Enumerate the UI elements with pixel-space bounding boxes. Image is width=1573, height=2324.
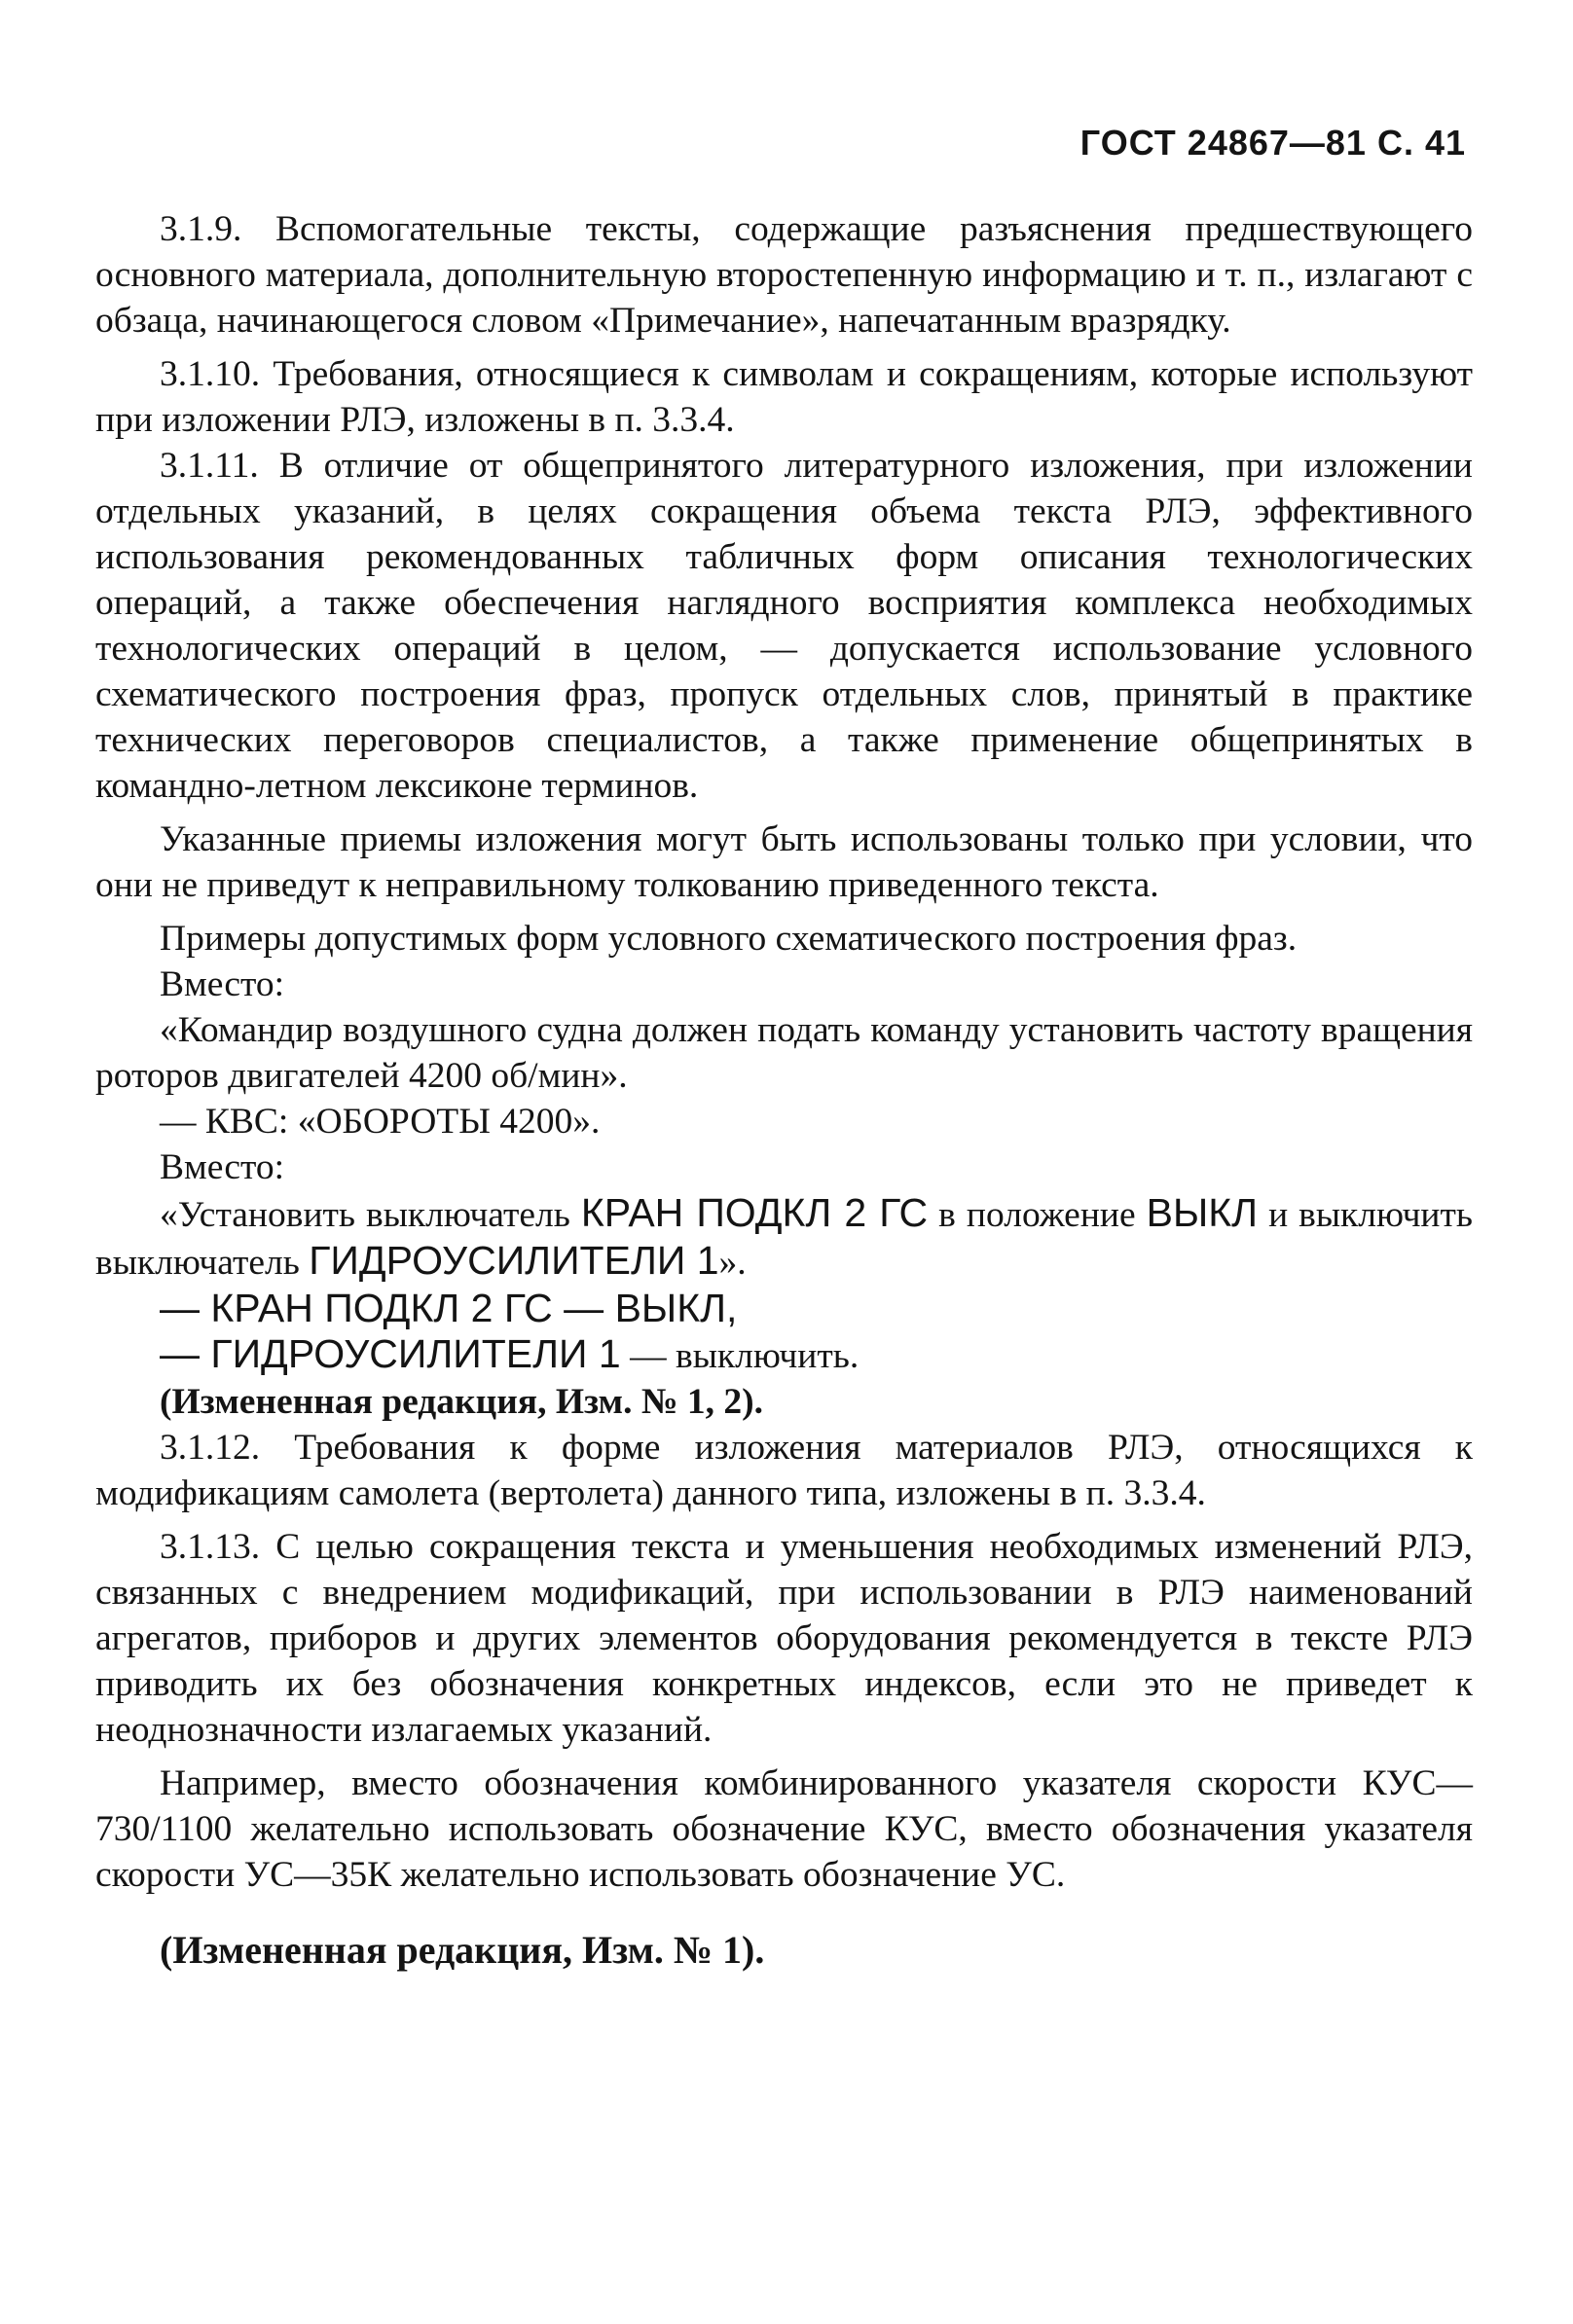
paragraph-examples-intro: Примеры допустимых форм условного схематического построения фраз. xyxy=(160,919,1298,959)
amendment-note-1: (Измененная редакция, Изм. № 1, 2). xyxy=(160,1382,764,1422)
example-2-quote-part: и выключить выключатель xyxy=(95,1195,1473,1283)
document-body xyxy=(95,206,1473,1973)
paragraph-3-1-11: 3.1.11. В отличие от общепринятого литературного изложения, при изложении отдельных указаний, в целях сокращения объема текста РЛЭ, эффективного использования рекомендованных табличных форм описания технологических операций, а также обеспечения наглядного восприятия комплекса необходимых технологических операций в целом, — допускается использование условного схематического построения фраз, пропуск отдельных слов, принятый в практике технических переговоров специалистов, а также применение общепринятых в командно-летном лексиконе терминов. xyxy=(95,446,1473,806)
paragraph-3-1-13: 3.1.13. С целью сокращения текста и уменьшения необходимых изменений РЛЭ, связанных с внедрением модификаций, при использовании в РЛЭ наименований агрегатов, приборов и других элементов оборудования рекомендуется в тексте РЛЭ приводить их без обозначения конкретных индексов, если это не приведет к неоднозначности излагаемых указаний. xyxy=(95,1527,1473,1750)
example-2-quote-part: в положение xyxy=(928,1195,1147,1235)
paragraph-3-1-10: 3.1.10. Требования, относящиеся к символам и сокращениям, которые используют при изложении РЛЭ, изложены в п. 3.3.4. xyxy=(95,354,1473,440)
paragraph-example-kus: Например, вместо обозначения комбинированного указателя скорости КУС—730/1100 желательно использовать обозначение КУС, вместо обозначения указателя скорости УС—35К желательно использовать обозначение УС. xyxy=(95,1763,1473,1895)
example-2-replacement-2-action: — выключить. xyxy=(620,1336,860,1376)
example-2-quote-part: ». xyxy=(718,1243,747,1283)
switch-position-off: ВЫКЛ xyxy=(1146,1190,1259,1235)
example-2-replacement-1: — КРАН ПОДКЛ 2 ГС — ВЫКЛ, xyxy=(160,1286,738,1330)
example-2-replacement-2-name: — ГИДРОУСИЛИТЕЛИ 1 xyxy=(160,1331,621,1376)
switch-name-hydro: ГИДРОУСИЛИТЕЛИ 1 xyxy=(309,1238,719,1283)
switch-name-kran: КРАН ПОДКЛ 2 ГС xyxy=(580,1190,929,1235)
example-2-quote-part: «Установить выключатель xyxy=(160,1195,581,1235)
paragraph-3-1-9: 3.1.9. Вспомогательные тексты, содержащие разъяснения предшествующего основного материала, дополнительную второстепенную информацию и т. п., излагают с обзаца, начинающегося словом «Примечание», напечатанным вразрядку. xyxy=(95,209,1473,341)
example-2-replacement-2 xyxy=(95,1331,1473,1379)
example-1-label: Вместо: xyxy=(160,964,285,1004)
amendment-note-2: (Измененная редакция, Изм. № 1). xyxy=(160,1928,765,1972)
paragraph-3-1-12: 3.1.12. Требования к форме изложения материалов РЛЭ, относящихся к модификациям самолета (вертолета) данного типа, изложены в п. 3.3.4. xyxy=(95,1428,1473,1513)
example-1-replacement: — КВС: «ОБОРОТЫ 4200». xyxy=(160,1102,601,1142)
example-2-label: Вместо: xyxy=(160,1147,285,1187)
example-1-quote: «Командир воздушного судна должен подать команду установить частоту вращения роторов двигателей 4200 об/мин». xyxy=(95,1010,1473,1096)
example-2-quote xyxy=(95,1190,1473,1286)
running-header: ГОСТ 24867—81 С. 41 xyxy=(1079,123,1466,163)
paragraph-usage-conditions: Указанные приемы изложения могут быть использованы только при условии, что они не приведут к неправильному толкованию приведенного текста. xyxy=(95,819,1473,905)
